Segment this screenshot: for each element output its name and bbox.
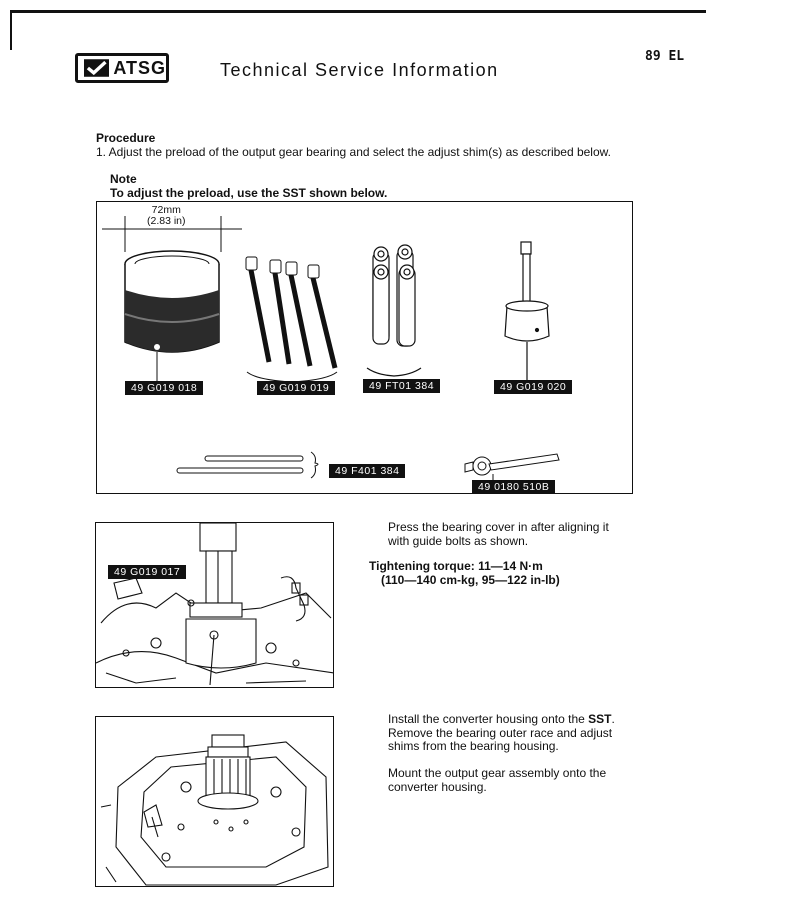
mandrel-tool (505, 242, 549, 380)
page-title: Technical Service Information (220, 60, 499, 80)
checkmark-icon (84, 59, 109, 77)
torque-spec (369, 559, 560, 587)
tool-label-5: 49 F401 384 (329, 464, 405, 478)
converter-housing-drawing (96, 717, 334, 887)
figure2-text2: Mount the output gear assembly onto the converter housing. (388, 766, 607, 794)
sst-tools-figure (96, 201, 633, 494)
dimension-label (147, 205, 186, 227)
figure-bearing-cover (95, 522, 334, 688)
bearing-cover-drawing (96, 523, 334, 688)
tool-label-4: 49 G019 020 (494, 380, 572, 394)
figure2-text-bold: SST (588, 712, 612, 726)
figure2-text-prefix: Install the converter housing onto the (388, 712, 589, 726)
left-rule (10, 10, 12, 50)
top-rule (10, 10, 706, 13)
procedure-step-1: 1. Adjust the preload of the output gear bearing and select the adjust shim(s) as described below. (96, 145, 611, 159)
dimension-mm: 72mm (151, 204, 181, 216)
guide-bolts (246, 257, 337, 384)
tool-label-2: 49 G019 019 (257, 381, 335, 395)
procedure-section (96, 131, 611, 159)
dimension-in: (2.83 in) (147, 215, 186, 227)
page-code: 89 EL (645, 49, 685, 64)
figure2-text (388, 713, 633, 754)
note-section (110, 172, 387, 200)
wrench-tool (465, 454, 559, 482)
torque-values: (110—140 cm-kg, 95—122 in-lb) (381, 573, 560, 587)
logo-text: ATSG (113, 57, 166, 78)
spacer-pipes (367, 245, 421, 376)
tool-label-1: 49 G019 018 (125, 381, 203, 395)
note-text: To adjust the preload, use the SST shown below. (110, 186, 388, 200)
tool-label-6: 49 0180 510B (472, 480, 555, 494)
sleeve-tool (125, 251, 219, 382)
sst-tools-drawing (97, 202, 634, 495)
torque-label: Tightening torque: 11—14 N·m (369, 559, 543, 573)
atsg-logo (75, 53, 169, 83)
tool-label-3: 49 FT01 384 (363, 379, 440, 393)
figure1-text: Press the bearing cover in after aligning it with guide bolts as shown. (388, 520, 609, 548)
procedure-heading: Procedure (96, 131, 156, 145)
figure-converter-housing (95, 716, 334, 887)
measuring-rods (177, 452, 318, 478)
figure1-label: 49 G019 017 (108, 565, 186, 579)
figure2-text-suffix: . Remove the bearing outer race and adjust shims from the bearing housing. (388, 712, 615, 753)
note-heading: Note (110, 172, 137, 186)
